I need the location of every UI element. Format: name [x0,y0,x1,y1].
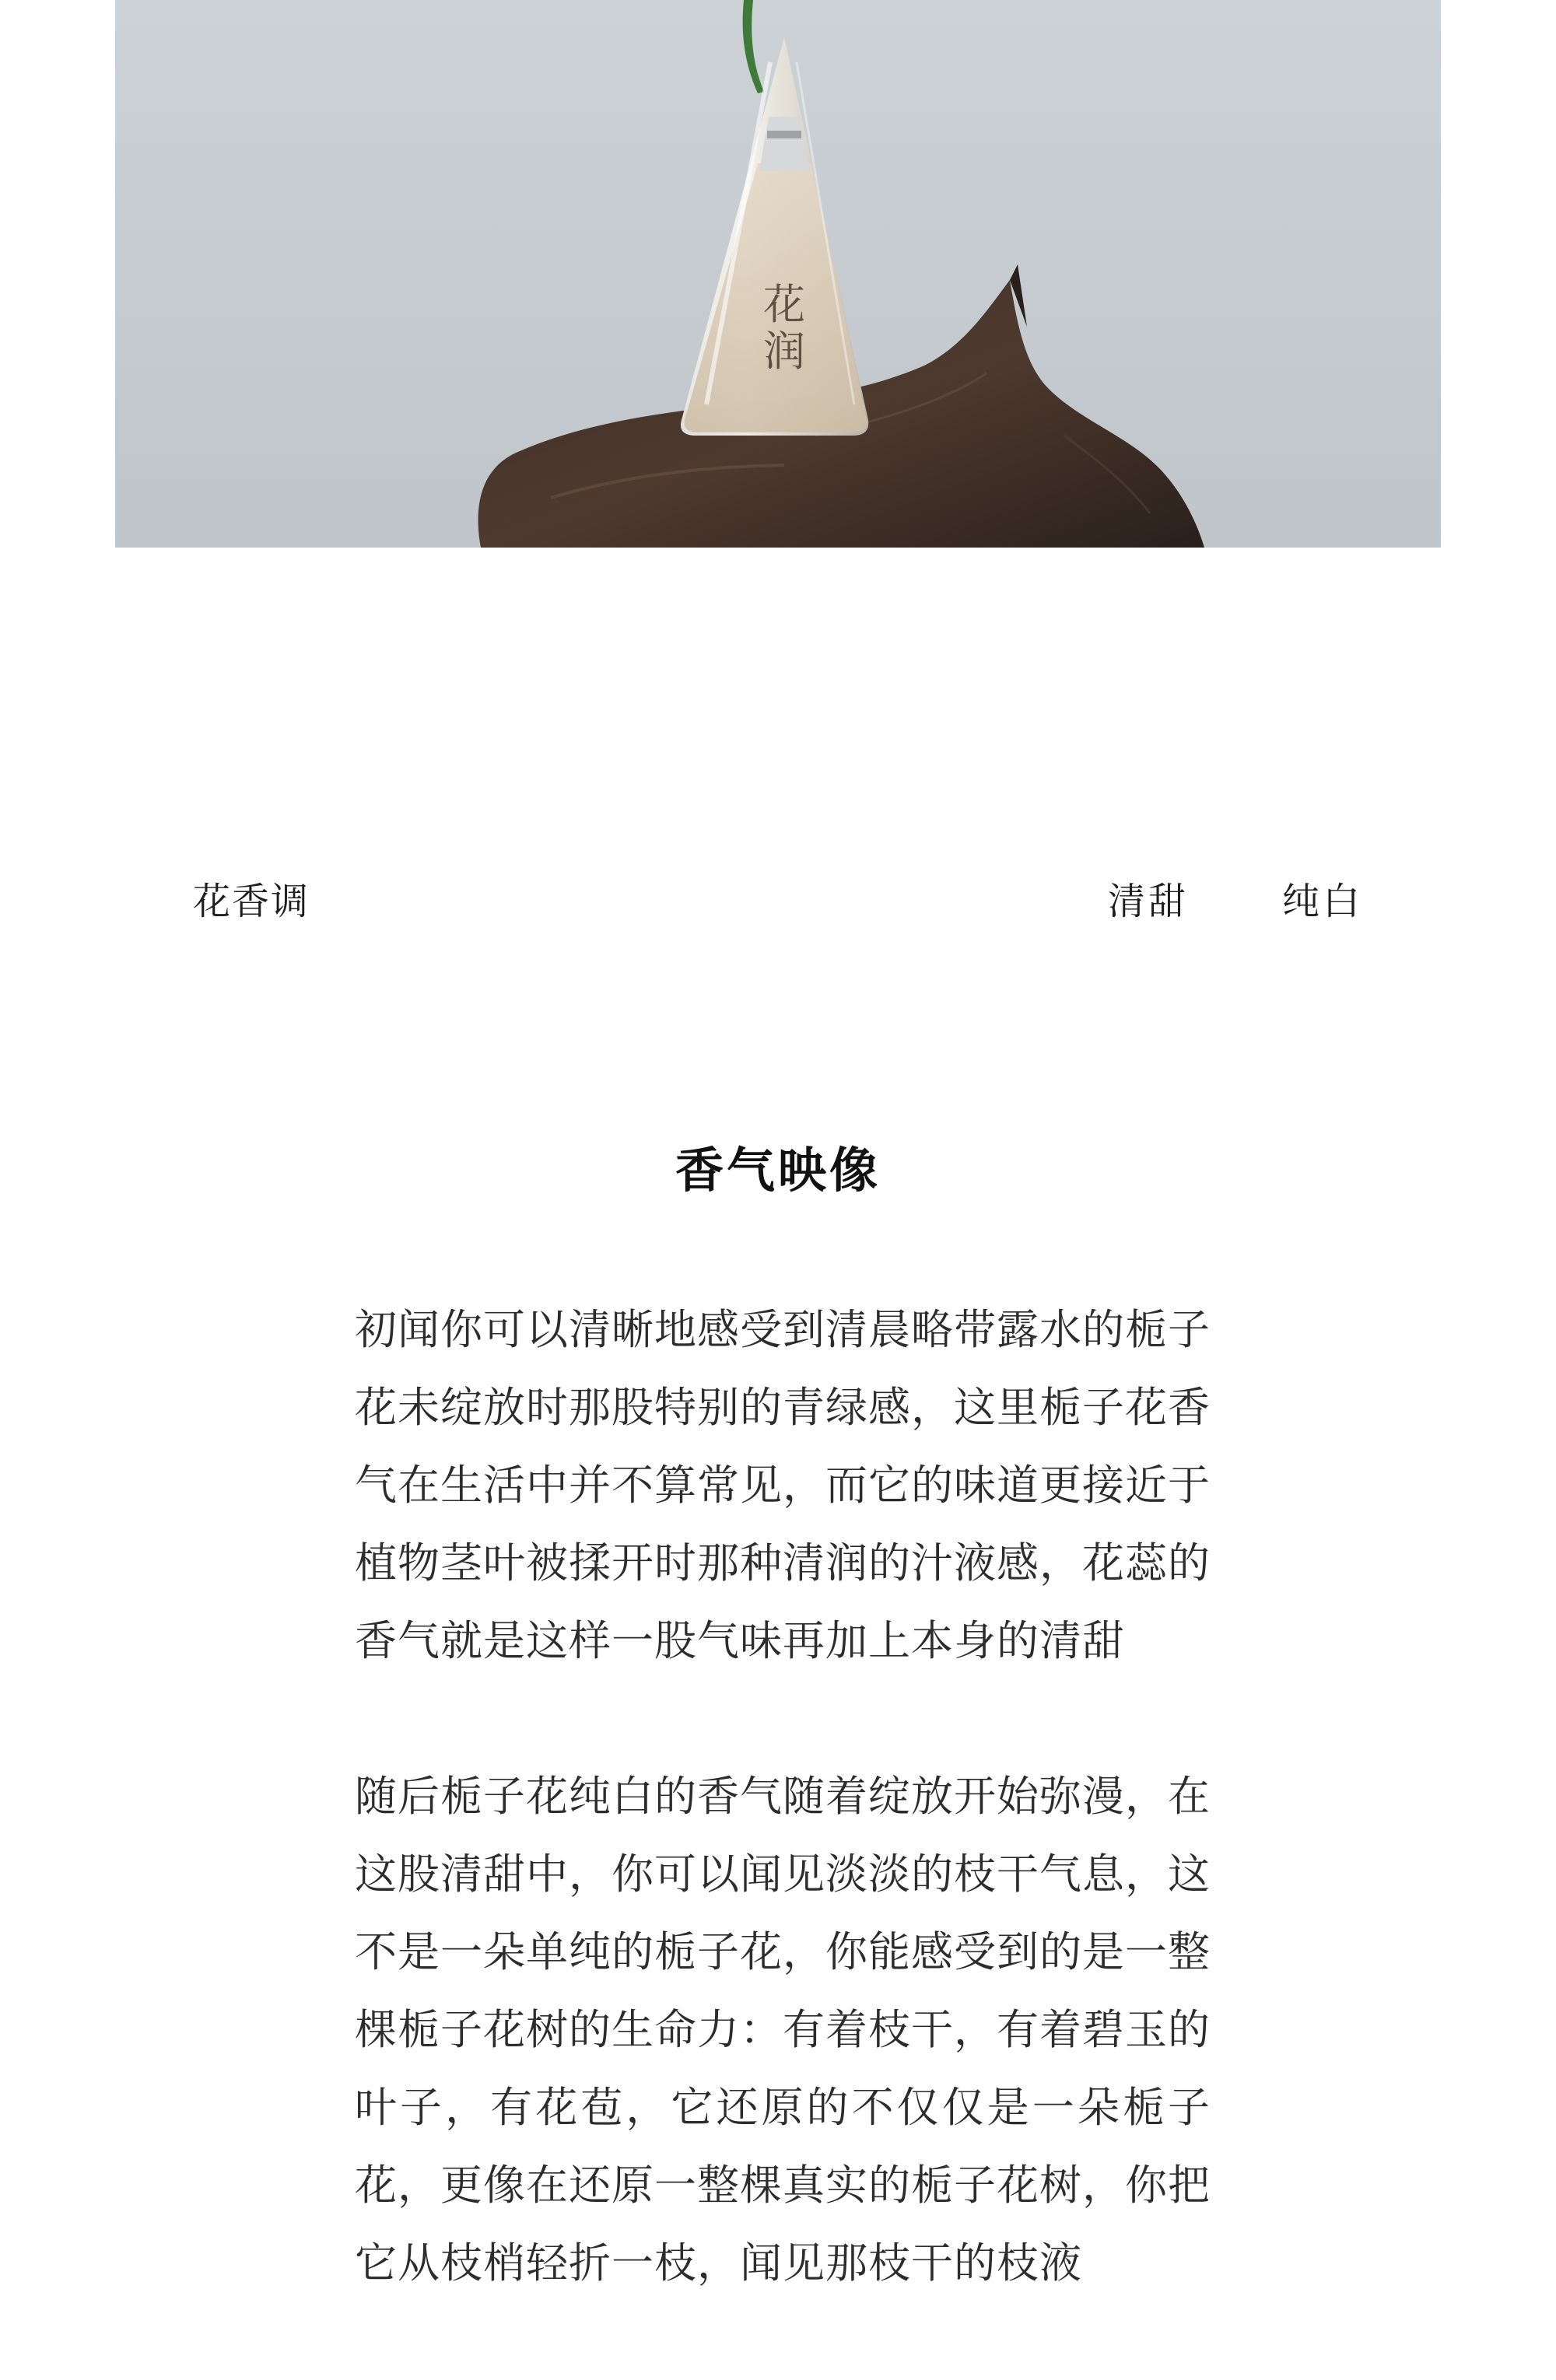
paragraph-1: 初闻你可以清晰地感受到清晨略带露水的栀子花未绽放时那股特别的青绿感，这里栀子花香气在生活中并不算常见，而它的味道更接近于植物茎叶被揉开时那种清润的汁液感，花蕊的香气就是这样一股气味再加上本身的清甜 [355,1305,1211,1665]
scent-tags [193,871,1363,933]
fragrance-family-label: 花香调 [193,880,310,923]
svg-text:润: 润 [763,327,805,376]
keyword-2: 纯白 [1281,880,1363,923]
hero-product-image [115,0,1441,548]
scent-description [355,1291,1211,2380]
perfume-bottle-on-driftwood-illustration [115,0,1441,548]
bottle-label-logo: 花 [763,280,805,329]
paragraph-2: 随后栀子花纯白的香气随着绽放开始弥漫，在这股清甜中，你可以闻见淡淡的枝干气息，这不是一朵单纯的栀子花，你能感受到的是一整棵栀子花树的生命力：有着枝干，有着碧玉的叶子，有花苞，它还原的不仅仅是一朵栀子花，更像在还原一整棵真实的栀子花树，你把它从枝梢轻折一枝，闻见那枝干的枝液 [355,1772,1211,2287]
section-title: 香气映像 [675,1142,881,1199]
keyword-1: 清甜 [1107,880,1189,923]
scent-keywords [1108,871,1363,925]
